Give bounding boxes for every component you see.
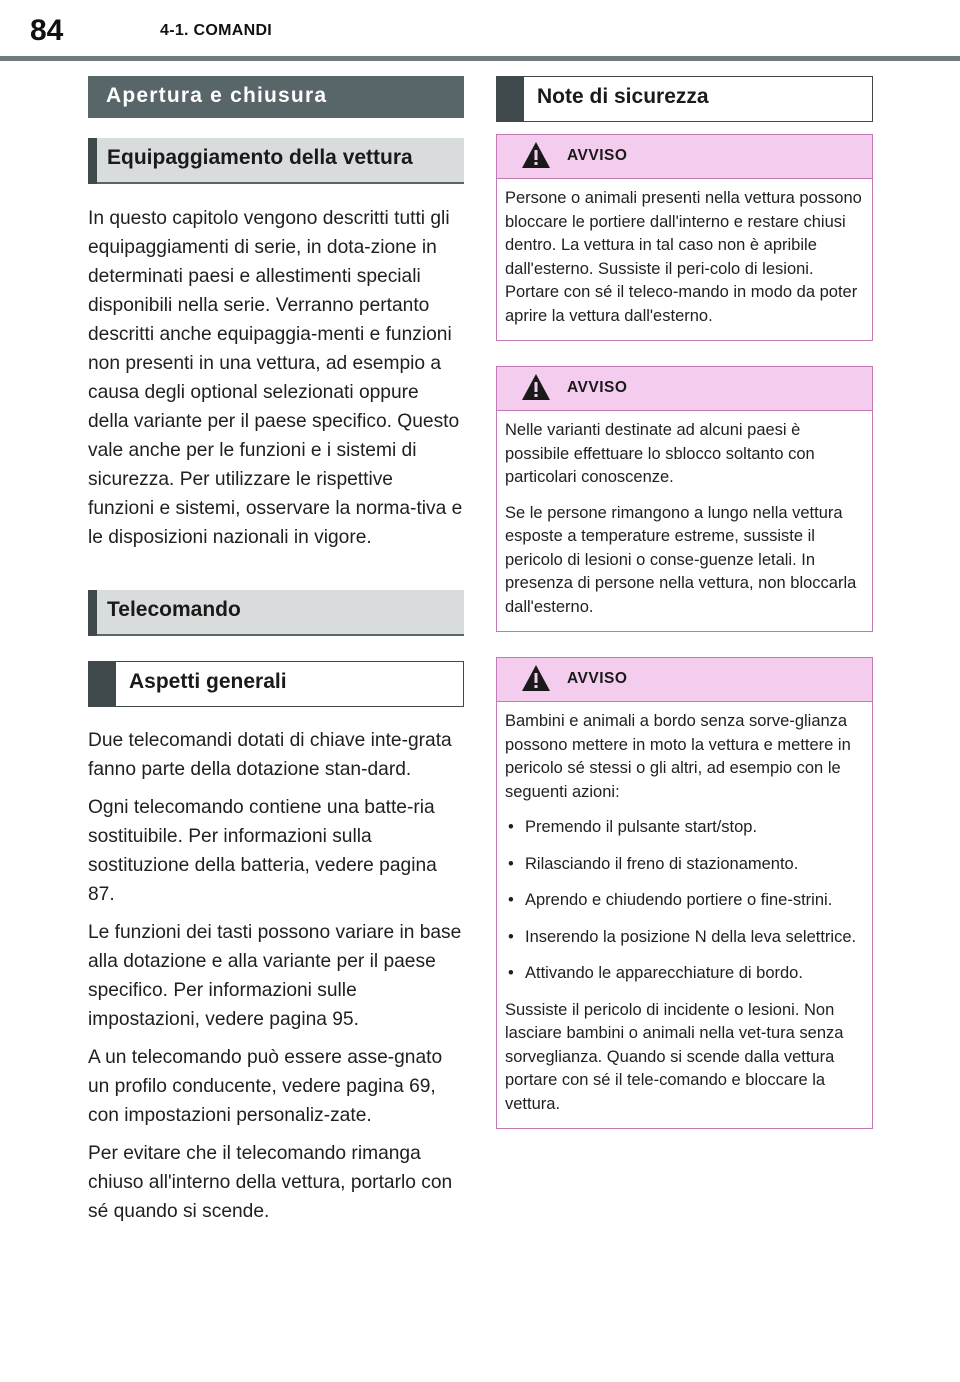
warning-label: AVVISO — [567, 670, 628, 687]
warning-header — [497, 135, 872, 179]
right-column — [496, 76, 873, 1154]
warning-triangle-icon — [521, 373, 551, 401]
left-column — [88, 76, 464, 1235]
warning-label: AVVISO — [567, 147, 628, 164]
list-item: • Aprendo e chiudendo portiere o fine-strini. — [505, 889, 862, 913]
list-item: • Rilasciando il freno di stazionamento. — [505, 853, 862, 877]
warning-header — [497, 367, 872, 411]
chapter-title: 4-1. COMANDI — [160, 22, 273, 39]
equipment-heading: Equipaggiamento della vettura — [88, 138, 464, 184]
warning-paragraph: Nelle varianti destinate ad alcuni paesi è possibile effettuare lo sblocco soltanto con particolari conoscenze. — [505, 421, 815, 486]
warning-header — [497, 658, 872, 702]
paragraph: Per evitare che il telecomando rimanga chiuso all'interno della vettura, portarlo con sé quando si scende. — [88, 1143, 453, 1222]
warning-label: AVVISO — [567, 379, 628, 396]
paragraph: Le funzioni dei tasti possono variare in base alla dotazione e alla variante per il paese specifico. Per informazioni sulle impostazioni, vedere pagina 95. — [88, 922, 462, 1030]
warning-box — [496, 657, 873, 1129]
safety-heading: Note di sicurezza — [496, 76, 873, 122]
warning-box — [496, 134, 873, 341]
warning-bullet-list — [505, 816, 862, 986]
list-item: • Premendo il pulsante start/stop. — [505, 816, 862, 840]
equipment-paragraph: In questo capitolo vengono descritti tutti gli equipaggiamenti di serie, in dota-zione in determinati paesi e allestimenti speciali disponibili nella serie. Verranno pertanto descritti anche equipaggia-menti e funzioni non presenti in una vettura, ad esempio a causa degli optional selezionati oppure della variante per il paese specifico. Questo vale anche per le funzioni e i sistemi di sicurezza. Per utilizzare le rispettive funzioni e sistemi, osservare la norma-tiva e le disposizioni nazionali in vigore. — [88, 208, 463, 548]
remote-text — [88, 726, 464, 1226]
warning-paragraph: Persone o animali presenti nella vettura possono bloccare le portiere dall'interno e restare chiusi dentro. La vettura in tal caso non è apribile dall'esterno. Sussiste il peri-colo di lesioni. Portare con sé il teleco-mando in modo da poter aprire la vettura dall'esterno. — [505, 189, 862, 325]
warning-triangle-icon — [521, 664, 551, 692]
list-item: • Inserendo la posizione N della leva selettrice. — [505, 926, 862, 950]
warning-box — [496, 366, 873, 632]
equipment-text — [88, 204, 464, 552]
warning-intro: Bambini e animali a bordo senza sorve-glianza possono mettere in moto la vettura e mettere in pericolo sé stessi o gli altri, ad esempio con le seguenti azioni: — [505, 712, 851, 801]
warning-outro: Sussiste il pericolo di incidente o lesioni. Non lasciare bambini o animali nella vet-tura senza sorveglianza. Quando si scende dalla vettura portare con sé il tele-comando e bloccare la vettura. — [505, 1000, 844, 1113]
paragraph: Due telecomandi dotati di chiave inte-grata fanno parte della dotazione stan-dard. — [88, 730, 452, 780]
header-rule — [0, 56, 960, 61]
general-heading: Aspetti generali — [88, 661, 464, 707]
remote-heading: Telecomando — [88, 590, 464, 636]
paragraph: A un telecomando può essere asse-gnato un profilo conducente, vedere pagina 69, con impostazioni personaliz-zate. — [88, 1047, 443, 1126]
warning-body — [497, 179, 872, 340]
warning-triangle-icon — [521, 141, 551, 169]
page-number: 84 — [30, 14, 64, 47]
paragraph: Ogni telecomando contiene una batte-ria sostituibile. Per informazioni sulla sostituzione della batteria, vedere pagina 87. — [88, 797, 437, 905]
section-title: Apertura e chiusura — [88, 76, 464, 118]
list-item: • Attivando le apparecchiature di bordo. — [505, 962, 862, 986]
warning-body — [497, 702, 872, 1128]
warning-body — [497, 411, 872, 631]
warning-paragraph: Se le persone rimangono a lungo nella vettura esposte a temperature estreme, sussiste il pericolo di lesioni o conse-guenze letali. In presenza di persone nella vettura, non bloccarla dall'esterno. — [505, 503, 857, 616]
